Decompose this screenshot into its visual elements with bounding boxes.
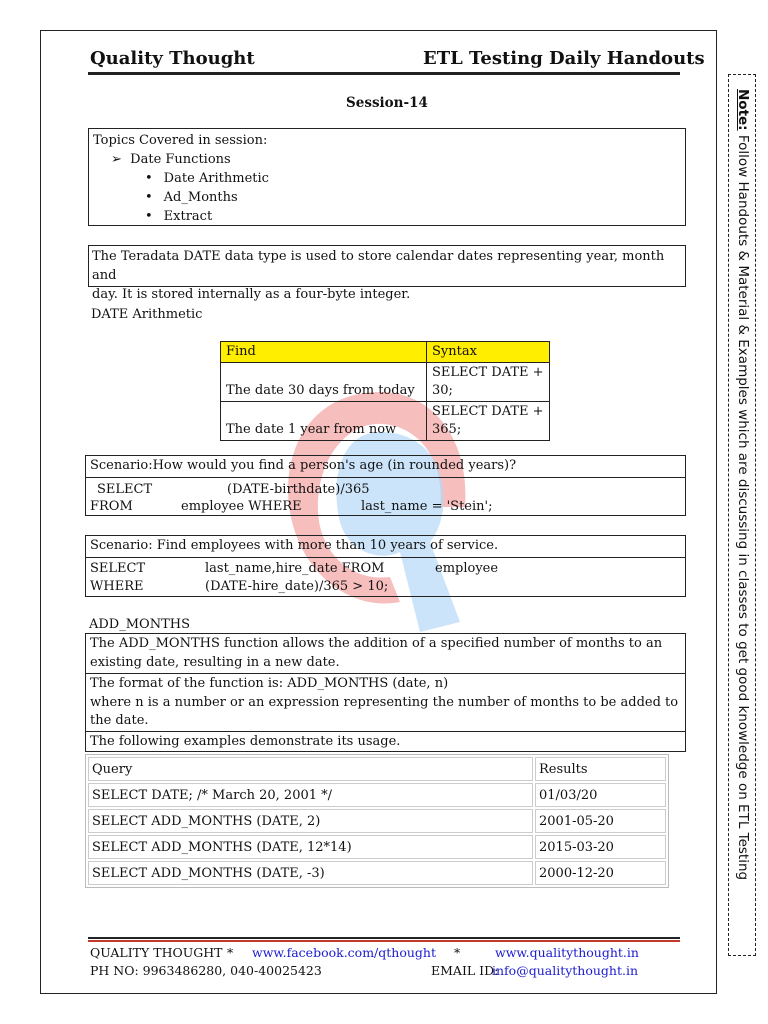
topics-main-label: Date Functions xyxy=(130,152,231,167)
header-syntax: Syntax xyxy=(427,342,550,363)
table-row xyxy=(221,402,550,441)
footer-separator: * xyxy=(454,945,461,960)
table-row xyxy=(88,809,666,833)
query-cell: SELECT DATE; /* March 20, 2001 */ xyxy=(88,783,533,807)
date-arithmetic-heading: DATE Arithmetic xyxy=(91,307,203,322)
add-months-format-line3: the date. xyxy=(90,713,149,728)
topics-sub-item xyxy=(89,169,685,188)
header-left-title: Quality Thought xyxy=(90,48,255,69)
add-months-desc-line1: The ADD_MONTHS function allows the addition of a specified number of months to an xyxy=(90,636,663,651)
footer-line1 xyxy=(90,944,680,961)
side-note-text xyxy=(729,75,757,971)
query-cell: SELECT ADD_MONTHS (DATE, 12*14) xyxy=(88,835,533,859)
date-type-line1: The Teradata DATE data type is used to store calendar dates representing year, month and xyxy=(92,249,665,283)
add-months-format-line1: The format of the function is: ADD_MONTHS (date, n) xyxy=(90,676,449,691)
header-rule xyxy=(88,72,680,75)
arrow-bullet-icon: ➢ xyxy=(111,152,122,167)
header-right-title: ETL Testing Daily Handouts xyxy=(423,48,705,69)
find-cell: The date 1 year from now xyxy=(221,402,427,441)
add-months-format-line2: where n is a number or an expression representing the number of months to be added to xyxy=(90,695,679,710)
footer-rule-red xyxy=(88,940,680,942)
topics-main-item xyxy=(89,150,685,169)
syntax-line: SELECT DATE + xyxy=(432,404,544,419)
result-cell: 2000-12-20 xyxy=(535,861,666,885)
email-link[interactable]: info@qualitythought.in xyxy=(492,963,639,978)
side-note-label: Note: xyxy=(735,89,751,131)
date-arithmetic-table xyxy=(220,341,550,441)
sql-keyword: SELECT xyxy=(90,561,146,576)
topics-sub-label: Ad_Months xyxy=(163,190,238,205)
scenario-service-box xyxy=(85,535,686,597)
footer-line2 xyxy=(90,962,680,979)
topics-sub-item xyxy=(89,207,685,226)
scenario-service-title: Scenario: Find employees with more than 10 years of service. xyxy=(90,538,499,553)
website-link[interactable]: www.qualitythought.in xyxy=(495,945,639,960)
table-row xyxy=(221,363,550,402)
footer-rule-dark xyxy=(88,937,680,939)
sql-expression: last_name,hire_date FROM xyxy=(205,561,385,576)
scenario-age-box xyxy=(85,455,686,516)
session-title: Session-14 xyxy=(346,95,428,111)
sql-keyword: FROM xyxy=(90,499,133,514)
footer-email-label: EMAIL ID: xyxy=(431,963,499,978)
result-cell: 2015-03-20 xyxy=(535,835,666,859)
table-header-row xyxy=(221,342,550,363)
bullet-icon: • xyxy=(145,171,153,186)
sql-expression: (DATE-hire_date)/365 > 10; xyxy=(205,579,389,594)
sql-keyword: SELECT xyxy=(97,482,153,497)
facebook-link[interactable]: www.facebook.com/qthought xyxy=(252,945,436,960)
header-find: Find xyxy=(221,342,427,363)
table-row xyxy=(88,861,666,885)
footer-phone: PH NO: 9963486280, 040-40025423 xyxy=(90,963,322,978)
add-months-desc-line2: existing date, resulting in a new date. xyxy=(90,655,340,670)
table-row xyxy=(88,783,666,807)
result-cell: 2001-05-20 xyxy=(535,809,666,833)
syntax-line: SELECT DATE + xyxy=(432,365,544,380)
bullet-icon: • xyxy=(145,190,153,205)
sql-expression: (DATE-birthdate)/365 xyxy=(227,482,370,497)
result-cell: 01/03/20 xyxy=(535,783,666,807)
footer-separator: * xyxy=(227,945,234,960)
syntax-cell xyxy=(427,402,550,441)
scenario-divider xyxy=(86,477,685,478)
scenario-age-title: Scenario:How would you find a person's age (in rounded years)? xyxy=(90,458,517,473)
topics-sub-label: Extract xyxy=(163,209,213,224)
side-note-box xyxy=(728,74,756,956)
add-months-heading: ADD_MONTHS xyxy=(89,617,190,632)
add-months-examples-intro: The following examples demonstrate its usage. xyxy=(90,734,401,749)
header-results: Results xyxy=(535,757,666,781)
add-months-box xyxy=(85,633,686,752)
sql-expression: last_name = 'Stein'; xyxy=(361,499,493,514)
query-cell: SELECT ADD_MONTHS (DATE, -3) xyxy=(88,861,533,885)
syntax-line: 365; xyxy=(432,422,462,437)
find-cell: The date 30 days from today xyxy=(221,363,427,402)
topics-sub-label: Date Arithmetic xyxy=(163,171,269,186)
table-header-row xyxy=(88,757,666,781)
date-type-box xyxy=(88,245,686,302)
header-query: Query xyxy=(88,757,533,781)
sql-expression: employee xyxy=(435,561,499,576)
footer-brand: QUALITY THOUGHT xyxy=(90,945,223,960)
topics-intro: Topics Covered in session: xyxy=(93,133,268,148)
bullet-icon: • xyxy=(145,209,153,224)
side-note-body: Follow Handouts & Material & Examples which are discussing in classes to get good knowledge on ETL Testing xyxy=(735,130,751,881)
sql-expression: employee WHERE xyxy=(181,499,302,514)
table-row xyxy=(88,835,666,859)
topics-box xyxy=(88,128,686,226)
scenario-divider xyxy=(86,557,685,558)
sql-keyword: WHERE xyxy=(90,579,144,594)
query-cell: SELECT ADD_MONTHS (DATE, 2) xyxy=(88,809,533,833)
topics-sub-item xyxy=(89,188,685,207)
date-type-line2: day. It is stored internally as a four-byte integer. xyxy=(92,287,411,302)
syntax-line: 30; xyxy=(432,383,453,398)
syntax-cell xyxy=(427,363,550,402)
add-months-examples-table xyxy=(85,754,669,888)
